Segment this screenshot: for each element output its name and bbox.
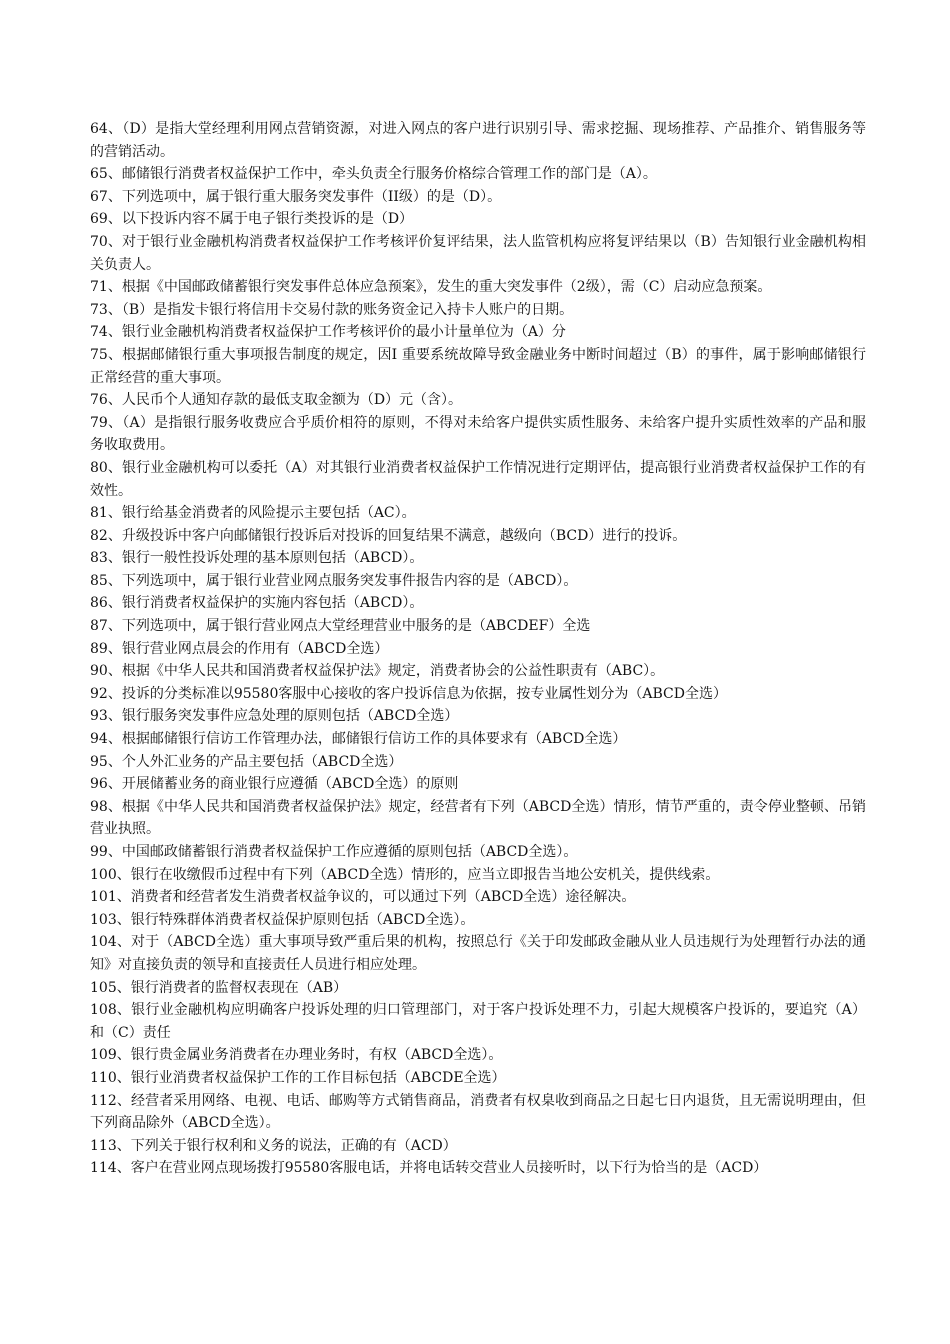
question-79: 79、（A）是指银行服务收费应合乎质价相符的原则，不得对未给客户提供实质性服务、未给客户提升实质性效率的产品和服务收取费用。	[90, 414, 866, 454]
question-114: 114、客户在营业网点现场拨打95580客服电话，并将电话转交营业人员接听时，以下行为恰当的是（ACD）	[90, 1160, 768, 1177]
question-73: 73、（B）是指发卡银行将信用卡交易付款的账务资金记入持卡人账户的日期。	[90, 301, 574, 318]
question-90: 90、根据《中华人民共和国消费者权益保护法》规定，消费者协会的公益性职责有（ABC）。	[90, 663, 665, 680]
question-94: 94、根据邮储银行信访工作管理办法，邮储银行信访工作的具体要求有（ABCD全选）	[90, 731, 627, 748]
question-76: 76、人民币个人通知存款的最低支取金额为（D）元（含）。	[90, 392, 463, 409]
question-75: 75、根据邮储银行重大事项报告制度的规定，因I 重要系统故障导致金融业务中断时间超过（B）的事件，属于影响邮储银行正常经营的重大事项。	[90, 346, 866, 386]
question-95: 95、个人外汇业务的产品主要包括（ABCD全选）	[90, 753, 403, 770]
question-80: 80、银行业金融机构可以委托（A）对其银行业消费者权益保护工作情况进行定期评估，提高银行业消费者权益保护工作的有效性。	[90, 459, 866, 499]
question-69: 69、以下投诉内容不属于电子银行类投诉的是（D）	[90, 211, 414, 228]
question-110: 110、银行业消费者权益保护工作的工作目标包括（ABCDE全选）	[90, 1069, 506, 1086]
question-64: 64、（D）是指大堂经理利用网点营销资源，对进入网点的客户进行识别引导、需求挖掘、现场推荐、产品推介、销售服务等的营销活动。	[90, 121, 866, 160]
question-104: 104、对于（ABCD全选）重大事项导致严重后果的机构，按照总行《关于印发邮政金融从业人员违规行为处理暂行办法的通知》对直接负责的领导和直接责任人员进行相应处理。	[90, 934, 866, 973]
question-96: 96、开展储蓄业务的商业银行应遵循（ABCD全选）的原则	[90, 776, 459, 793]
question-109: 109、银行贵金属业务消费者在办理业务时，有权（ABCD全选）。	[90, 1047, 503, 1064]
question-99: 99、中国邮政储蓄银行消费者权益保护工作应遵循的原则包括（ABCD全选）。	[90, 844, 578, 860]
question-92: 92、投诉的分类标准以95580客服中心接收的客户投诉信息为依据，按专业属性划分为（ABCD全选）	[90, 685, 727, 702]
question-85: 85、下列选项中，属于银行业营业网点服务突发事件报告内容的是（ABCD）。	[90, 572, 578, 589]
question-71: 71、根据《中国邮政储蓄银行突发事件总体应急预案》，发生的重大突发事件（2级），需（C）启动应急预案。	[90, 279, 772, 296]
question-82: 82、升级投诉中客户向邮储银行投诉后对投诉的回复结果不满意，越级向（BCD）进行的投诉。	[90, 527, 687, 544]
question-113: 113、下列关于银行权利和义务的说法，正确的有（ACD）	[90, 1137, 457, 1154]
question-101: 101、消费者和经营者发生消费者权益争议的，可以通过下列（ABCD全选）途径解决。	[90, 889, 636, 906]
question-83: 83、银行一般性投诉处理的基本原则包括（ABCD）。	[90, 550, 424, 567]
question-87: 87、下列选项中，属于银行营业网点大堂经理营业中服务的是（ABCDEF）全选	[90, 618, 591, 635]
question-112: 112、经营者采用网络、电视、电话、邮购等方式销售商品，消费者有权臬收到商品之日起七日内退货，且无需说明理由，但下列商品除外（ABCD全选）。	[90, 1092, 866, 1132]
question-89: 89、银行营业网点晨会的作用有（ABCD全选）	[90, 640, 389, 657]
question-67: 67、下列选项中，属于银行重大服务突发事件（II级）的是（D）。	[90, 188, 502, 205]
question-105: 105、银行消费者的监督权表现在（AB）	[90, 979, 348, 996]
question-100: 100、银行在收缴假币过程中有下列（ABCD全选）情形的，应当立即报告当地公安机关，提供线索。	[90, 866, 720, 883]
question-108: 108、银行业金融机构应明确客户投诉处理的归口管理部门，对于客户投诉处理不力，引起大规模客户投诉的，要追究（A）和（C）责任	[90, 1002, 866, 1041]
question-93: 93、银行服务突发事件应急处理的原则包括（ABCD全选）	[90, 708, 459, 725]
question-65: 65、邮储银行消费者权益保护工作中，牵头负责全行服务价格综合管理工作的部门是（A）。	[90, 166, 657, 183]
document-body	[90, 118, 866, 1180]
question-98: 98、根据《中华人民共和国消费者权益保护法》规定，经营者有下列（ABCD全选）情形，情节严重的，责令停业整顿、吊销营业执照。	[90, 798, 866, 838]
question-103: 103、银行特殊群体消费者权益保护原则包括（ABCD全选）。	[90, 911, 475, 928]
question-81: 81、银行给基金消费者的风险提示主要包括（AC）。	[90, 505, 416, 522]
question-74: 74、银行业金融机构消费者权益保护工作考核评价的最小计量单位为（A）分	[90, 324, 566, 341]
question-86: 86、银行消费者权益保护的实施内容包括（ABCD）。	[90, 595, 424, 612]
question-70: 70、对于银行业金融机构消费者权益保护工作考核评价复评结果，法人监管机构应将复评结果以（B）告知银行业金融机构相关负责人。	[90, 233, 866, 273]
